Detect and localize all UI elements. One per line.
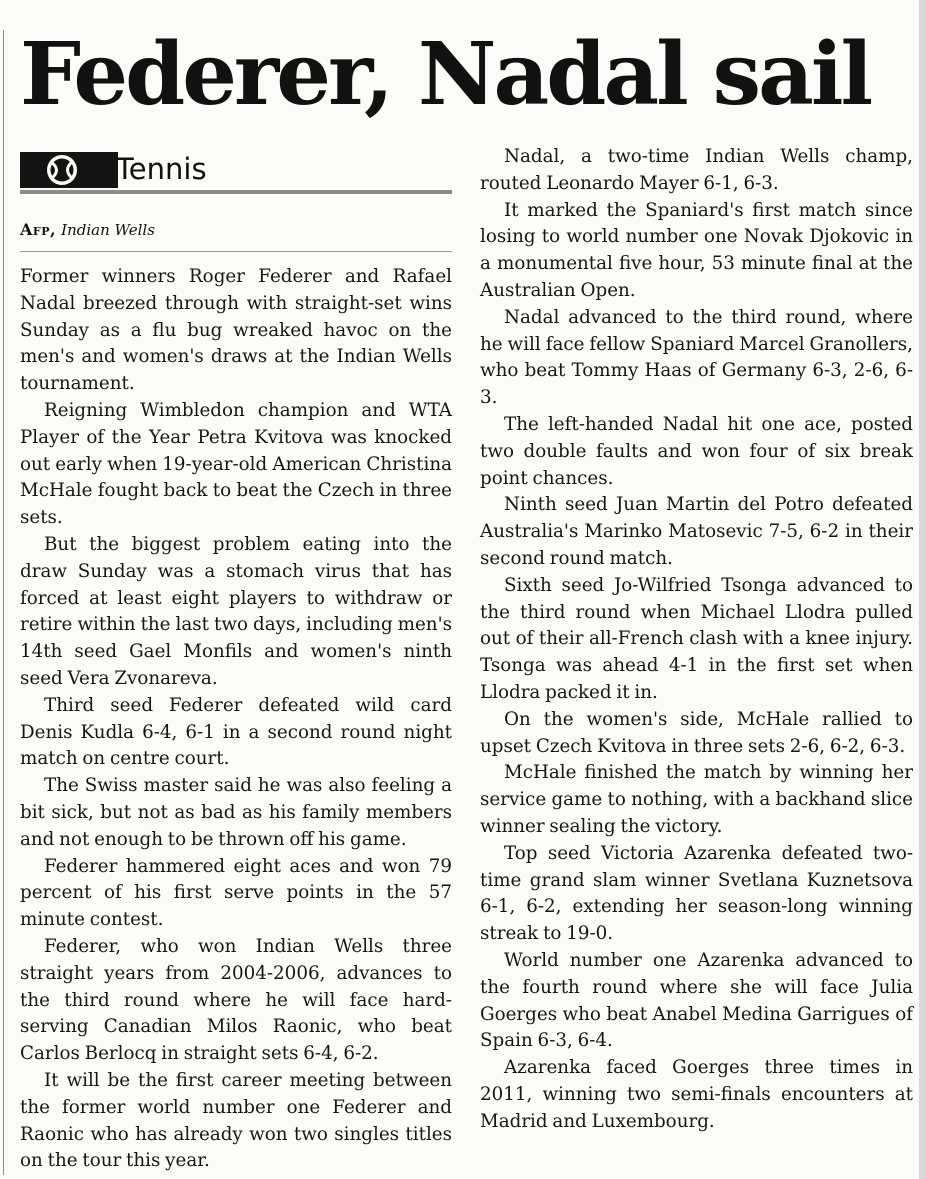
headline: Federer, Nadal sail xyxy=(20,24,871,125)
article-paragraph: Nadal advanced to the third round, where he will face fellow Spaniard Marcel Granollers, who beat Tommy Haas of Germany 6-3, 2-6, 6-3. xyxy=(480,306,913,409)
tennis-ball-icon xyxy=(20,152,118,188)
left-column-rule xyxy=(3,30,4,1175)
article-paragraph: It marked the Spaniard's first match since losing to world number one Novak Djokovic in a monumental five hour, 53 minute final at the Australian Open. xyxy=(480,199,913,301)
article-paragraph: But the biggest problem eating into the draw Sunday was a stomach virus that has forced at least eight players to withdraw or retire within the last two days, including men's 14th seed Gael Monfils and women's ninth seed Vera Zvonareva. xyxy=(20,533,452,689)
article-paragraph: The Swiss master said he was also feeling a bit sick, but not as bad as his family members and not enough to be thrown off his game. xyxy=(20,775,452,850)
byline-agency: Afp, xyxy=(20,220,57,239)
article-paragraph: Federer hammered eight aces and won 79 percent of his first serve points in the 57 minute contest. xyxy=(20,855,452,931)
byline-place: Indian Wells xyxy=(61,221,155,239)
article-paragraph: Ninth seed Juan Martin del Potro defeated Australia's Marinko Matosevic 7-5, 6-2 in their second round match. xyxy=(480,494,913,569)
article-paragraph: Third seed Federer defeated wild card Denis Kudla 6-4, 6-1 in a second round night match on centre court. xyxy=(20,694,452,770)
article-paragraph: It will be the first career meeting between the former world number one Federer and Raonic who has already won two singles titles on the tour this year. xyxy=(20,1069,452,1172)
article-paragraph: Federer, who won Indian Wells three straight years from 2004-2006, advances to the third round where he will face hard-serving Canadian Milos Raonic, who beat Carlos Berlocq in straight sets 6-4, 6-2. xyxy=(20,935,452,1065)
article-paragraph: On the women's side, McHale rallied to upset Czech Kvitova in three sets 2-6, 6-2, 6-3. xyxy=(480,708,913,757)
article-paragraph: Reigning Wimbledon champion and WTA Player of the Year Petra Kvitova was knocked out early when 19-year-old American Christina McHale fought back to beat the Czech in three sets. xyxy=(20,399,452,529)
article-paragraph: Nadal, a two-time Indian Wells champ, routed Leonardo Mayer 6-1, 6-3. xyxy=(480,146,913,194)
section-label: Tennis xyxy=(116,152,207,186)
article-paragraph: Former winners Roger Federer and Rafael Nadal breezed through with straight-set wins Sunday as a flu bug wreaked havoc on the men's and women's draws at the Indian Wells tournament. xyxy=(20,266,452,395)
scan-edge xyxy=(919,0,925,1179)
article-column-right xyxy=(480,144,913,1135)
article-paragraph: The left-handed Nadal hit one ace, posted two double faults and won four of six break point chances. xyxy=(480,413,913,489)
article-paragraph: World number one Azarenka advanced to the fourth round where she will face Julia Goerges who beat Anabel Medina Garrigues of Spain 6-3, 6-4. xyxy=(480,949,913,1052)
article-paragraph: Sixth seed Jo-Wilfried Tsonga advanced to the third round when Michael Llodra pulled out of their all-French clash with a knee injury. Tsonga was ahead 4-1 in the first set when Llodra packed it in. xyxy=(480,574,913,703)
byline-rule xyxy=(20,251,452,252)
article-paragraph: Azarenka faced Goerges three times in 2011, winning two semi-finals encounters at Madrid and Luxembourg. xyxy=(480,1057,913,1132)
byline xyxy=(20,218,155,242)
article-column-left xyxy=(20,264,452,1175)
article-paragraph: McHale finished the match by winning her service game to nothing, with a backhand slice winner sealing the victory. xyxy=(480,762,913,837)
section-rule xyxy=(20,190,452,194)
article-paragraph: Top seed Victoria Azarenka defeated two-time grand slam winner Svetlana Kuznetsova 6-1, 6-2, extending her season-long winning streak to 19-0. xyxy=(480,842,913,945)
section-tag xyxy=(20,145,452,199)
